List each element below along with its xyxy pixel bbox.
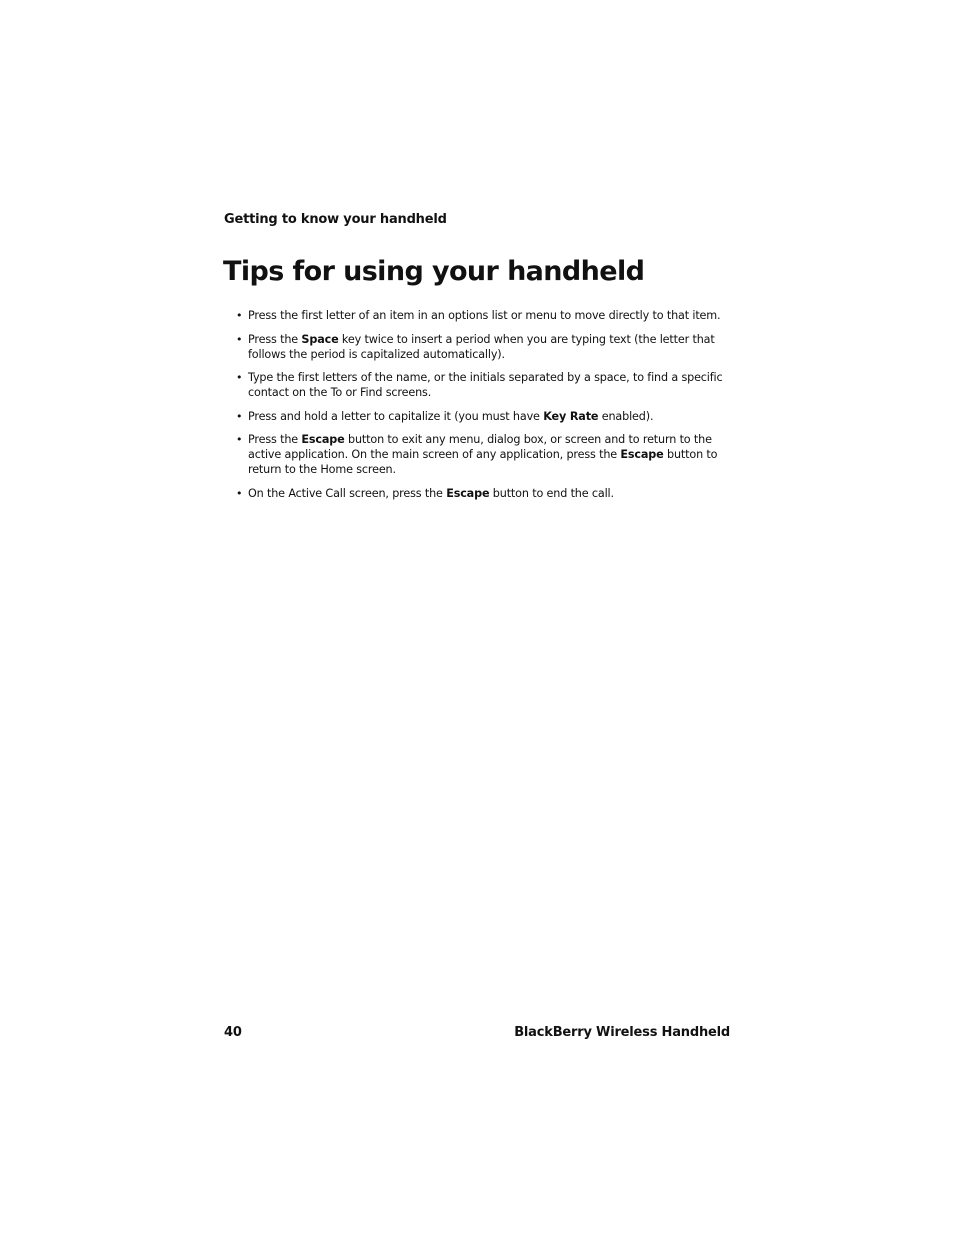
bullet-icon: • — [236, 486, 243, 500]
tip-text: button to end the call. — [489, 486, 614, 500]
page-footer — [224, 1025, 730, 1040]
key-name: Escape — [301, 433, 345, 446]
bullet-icon: • — [236, 371, 243, 384]
bullet-icon: • — [236, 332, 243, 346]
list-item — [236, 370, 731, 400]
bullet-icon: • — [236, 409, 243, 423]
option-name: Key Rate — [543, 409, 599, 423]
page-title: Tips for using your handheld — [223, 256, 645, 287]
tips-list — [236, 308, 731, 509]
list-item — [236, 332, 731, 362]
page-number: 40 — [224, 1025, 242, 1040]
bullet-icon: • — [236, 433, 243, 446]
list-item — [236, 486, 731, 501]
tip-text: button to return to the Home screen. — [248, 448, 718, 476]
running-header: Getting to know your handheld — [224, 212, 447, 227]
tip-text: Type the first letters of the name, or the initials separated by a space, to find a specific contact on the To or Find screens. — [248, 371, 723, 399]
key-name: Space — [301, 332, 339, 346]
tip-text: button to exit any menu, dialog box, or screen and to return to the active application. On the main screen of any application, press the — [248, 433, 712, 461]
list-item — [236, 308, 731, 323]
tip-text: key twice to insert a period when you are typing text (the letter that follows the period is capitalized automatically). — [248, 332, 715, 361]
tip-text: Press the first letter of an item in an options list or menu to move directly to that item. — [248, 309, 721, 322]
key-name: Escape — [620, 448, 664, 461]
tip-text: enabled). — [598, 409, 654, 423]
key-name: Escape — [446, 486, 490, 500]
tip-text: Press and hold a letter to capitalize it (you must have — [248, 409, 544, 423]
tip-text: Press the — [248, 433, 302, 446]
list-item — [236, 409, 731, 424]
tip-text: On the Active Call screen, press the — [248, 486, 447, 500]
list-item — [236, 432, 731, 477]
book-title: BlackBerry Wireless Handheld — [514, 1025, 730, 1040]
tip-text: Press the — [248, 332, 302, 346]
bullet-icon: • — [236, 309, 243, 322]
